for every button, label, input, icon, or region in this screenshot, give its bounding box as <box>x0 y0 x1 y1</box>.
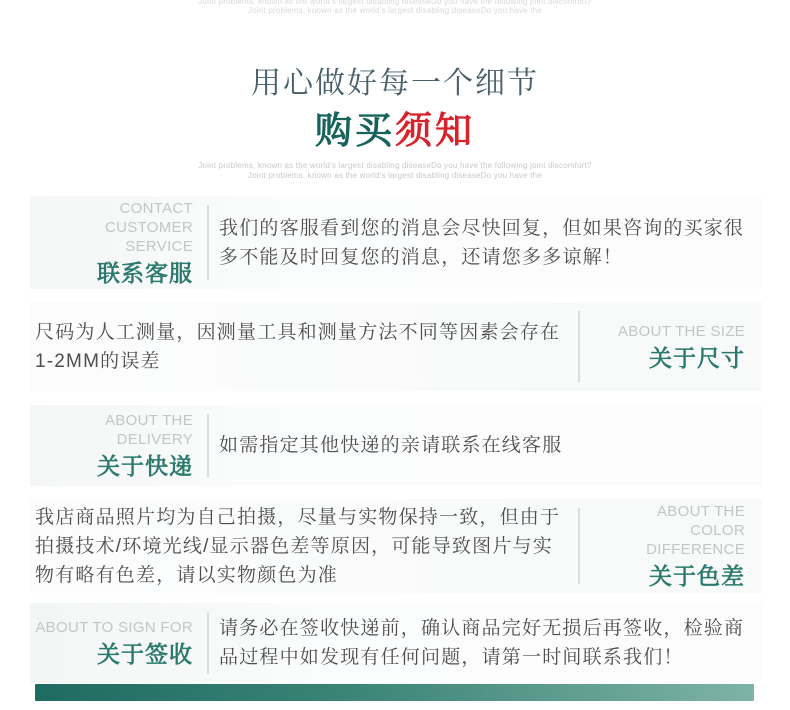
section-contact-label-en <box>30 199 193 256</box>
section-color-label-zh: 关于色差 <box>649 563 745 589</box>
header <box>0 62 790 181</box>
section-color-label-en-line2: COLOR DIFFERENCE <box>646 522 745 558</box>
section-size-text: 尺码为人工测量，因测量工具和测量方法不同等因素会存在1-2MM的误差 <box>35 321 561 372</box>
page-title-red: 须知 <box>395 110 475 151</box>
section-sign-label-zh: 关于签收 <box>97 641 193 667</box>
section-contact-service <box>30 196 762 289</box>
section-size-label <box>580 322 762 372</box>
section-delivery-label <box>30 411 207 480</box>
section-sign-for <box>30 603 762 683</box>
top-cutoff-line1: Joint problems, known as the world's largest disabling diseaseDo you have the following joint discomfort? <box>198 0 592 6</box>
section-delivery <box>30 405 762 486</box>
section-color-label-en-line1: ABOUT THE <box>657 503 745 520</box>
section-sign-label-en <box>30 618 193 637</box>
section-delivery-label-en-line1: ABOUT THE DELIVERY <box>105 412 193 448</box>
top-cutoff-text <box>0 0 790 15</box>
section-contact-label-en-line1: CONTACT CUSTOMER <box>105 199 193 236</box>
section-contact-label <box>30 199 207 287</box>
header-subtitle: 用心做好每一个细节 <box>251 67 539 100</box>
section-sign-label-en-line1: ABOUT TO SIGN FOR <box>35 619 193 636</box>
section-delivery-text: 如需指定其他快递的亲请联系在线客服 <box>219 435 563 456</box>
section-size-label-en-line1: ABOUT THE SIZE <box>617 322 745 340</box>
section-contact-label-en-line2: SERVICE <box>125 237 193 255</box>
section-delivery-label-zh: 关于快递 <box>97 453 193 479</box>
section-contact-text: 我们的客服看到您的消息会尽快回复，但如果咨询的买家很多不能及时回复您的消息，还请您多多谅解！ <box>219 217 745 268</box>
section-contact-label-zh: 联系客服 <box>97 259 193 286</box>
header-tagline <box>0 161 790 181</box>
notice-sections <box>0 196 790 683</box>
footer-gradient-bar <box>35 684 754 701</box>
section-sign-text: 请务必在签收快递前，确认商品完好无损后再签收，检验商品过程中如发现有任何问题，请第一时间联系我们！ <box>219 618 745 668</box>
header-tagline-line2: Joint problems, known as the world's largest disabling diseaseDo you have the <box>248 171 542 180</box>
page-title-green: 购买 <box>315 110 395 151</box>
section-color-difference <box>30 499 762 593</box>
top-cutoff-line2: Joint problems, known as the world's largest disabling diseaseDo you have the <box>248 6 542 15</box>
section-delivery-label-en <box>30 411 193 449</box>
section-color-text: 我店商品照片均为自己拍摄，尽量与实物保持一致，但由于拍摄技术/环境光线/显示器色差等原因，可能导致图片与实物有略有色差，请以实物颜色为准 <box>35 506 561 586</box>
section-size <box>30 302 762 391</box>
section-sign-label <box>30 618 207 668</box>
section-color-label-en <box>590 502 745 559</box>
section-color-label <box>580 502 762 590</box>
page-title <box>0 106 790 156</box>
section-size-label-zh: 关于尺寸 <box>649 344 745 371</box>
section-size-label-en <box>590 322 745 341</box>
header-tagline-line1: Joint problems, known as the world's largest disabling diseaseDo you have the following joint discomfort? <box>198 161 592 170</box>
